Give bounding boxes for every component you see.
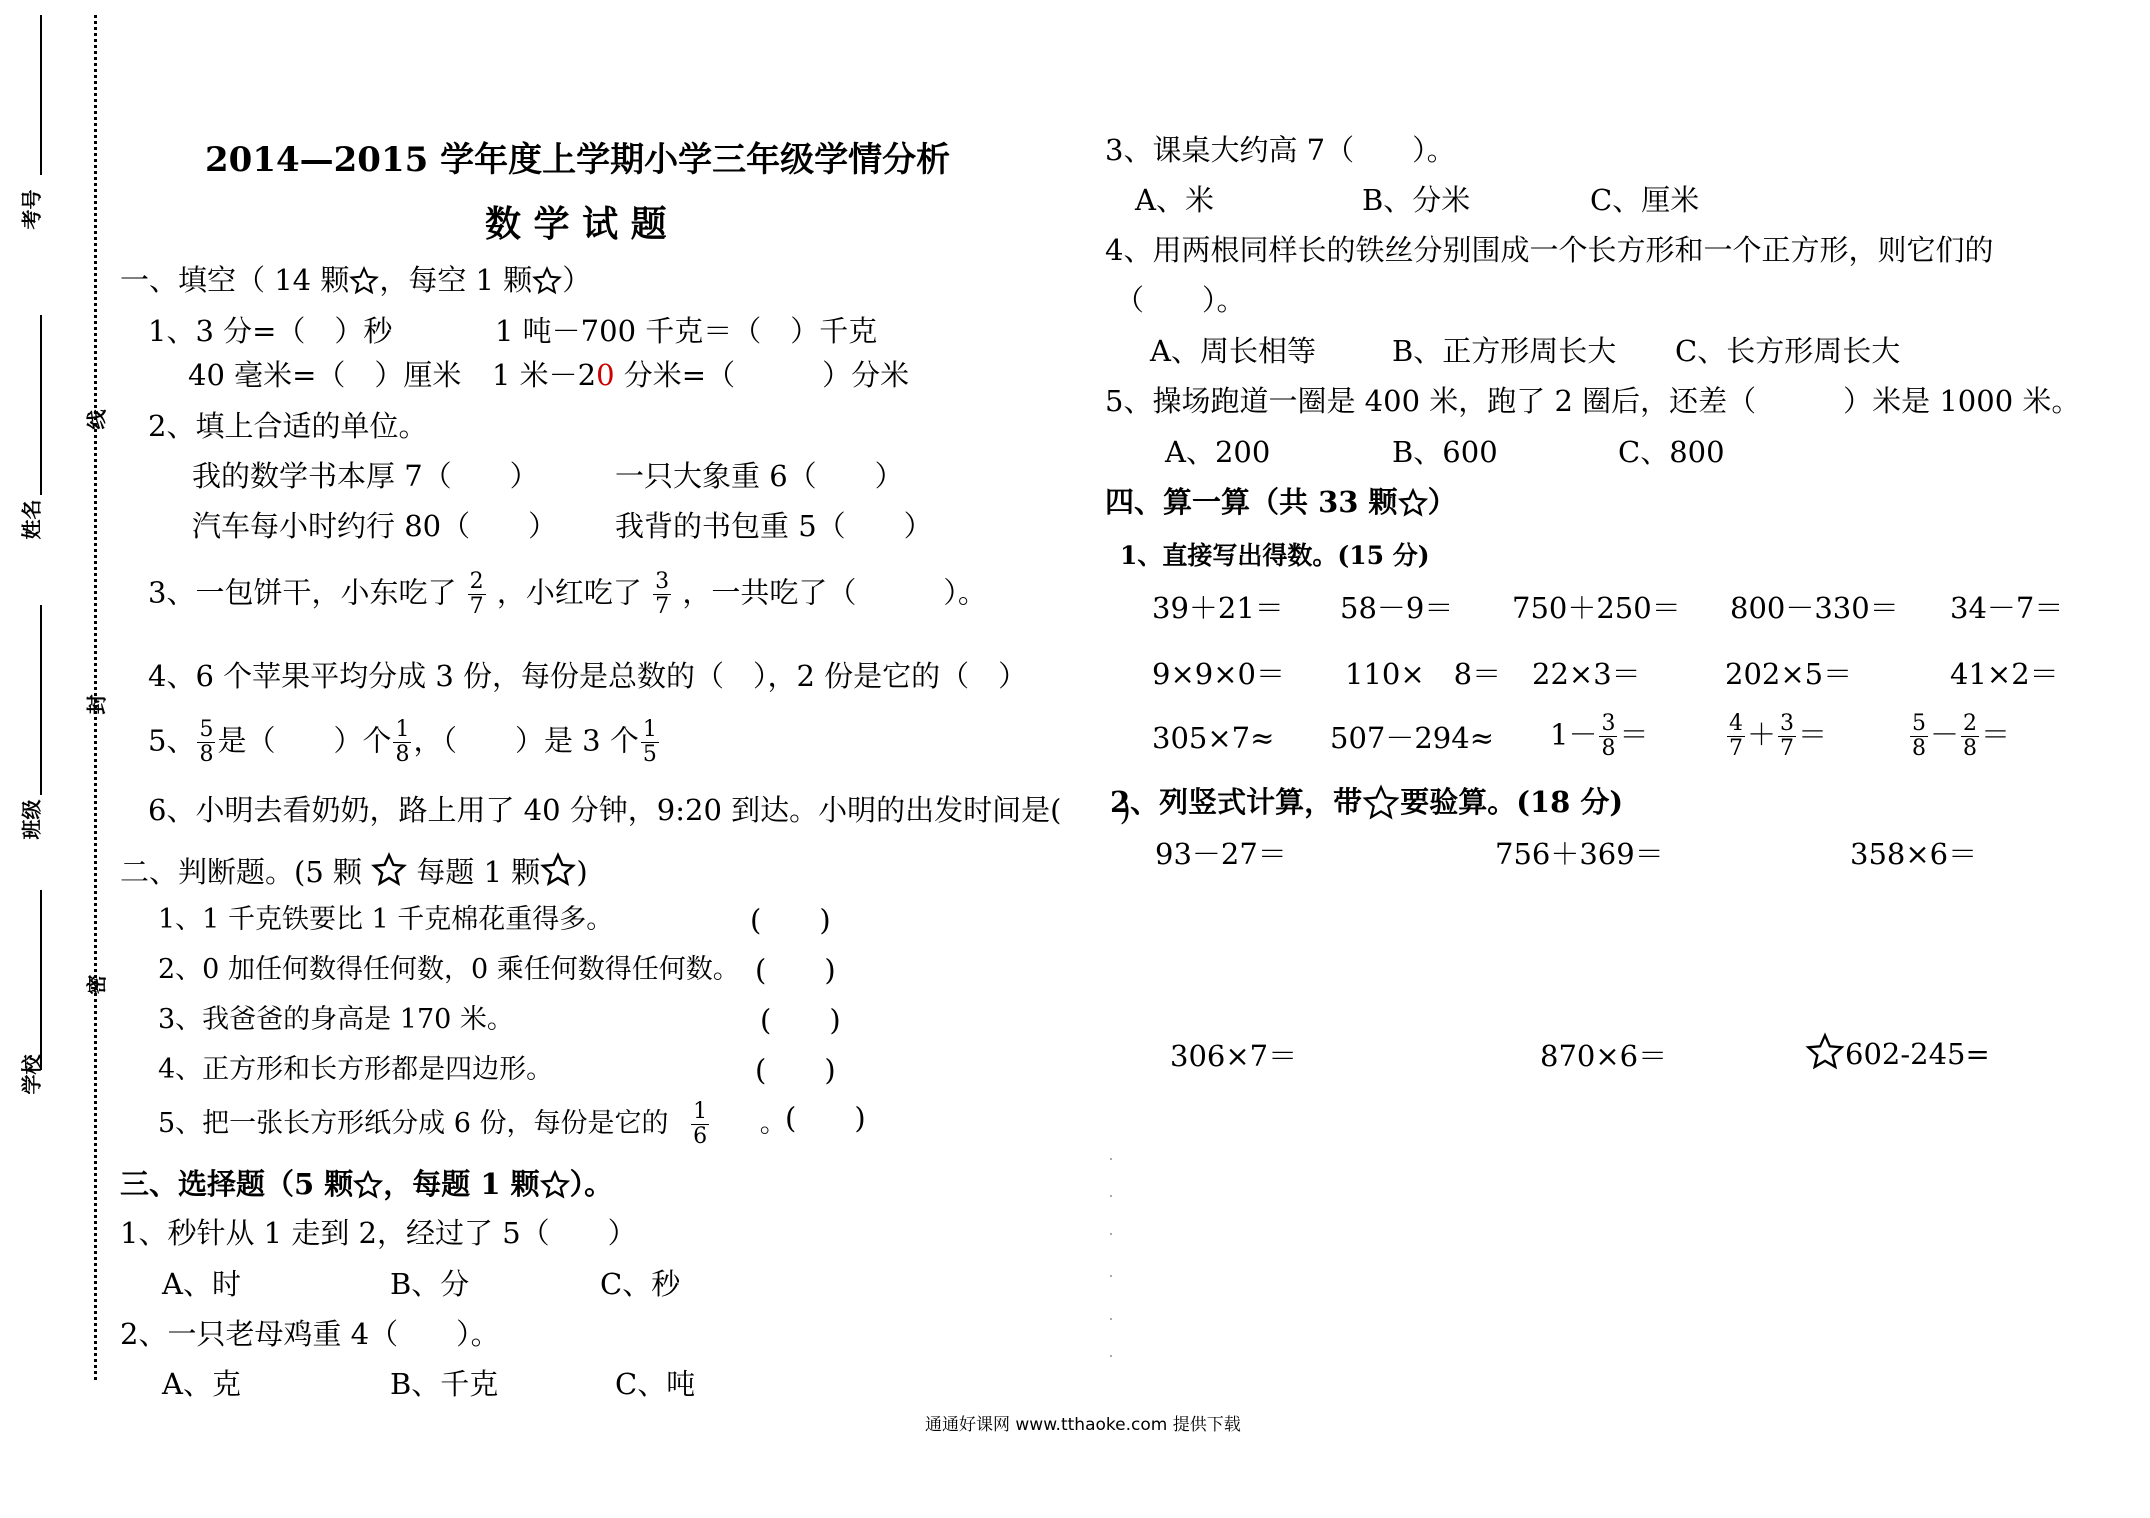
s3-q3-opt-c: C、厘米 xyxy=(1590,183,1700,217)
s3-q4-opt-b: B、正方形周长大 xyxy=(1392,334,1617,368)
fraction xyxy=(641,718,659,767)
s1-q1-d-red: 0 xyxy=(596,358,615,392)
section1-title-text-b: ，每空 1 颗 xyxy=(379,263,533,297)
s2-item-1: 1、1 千克铁要比 1 千克棉花重得多。 xyxy=(158,904,614,935)
calc-r2-3: 22×3＝ xyxy=(1532,657,1641,691)
s3-q3-opt-a: A、米 xyxy=(1135,183,1214,217)
fraction xyxy=(1910,712,1928,761)
section2-title-b: 每题 1 颗 xyxy=(416,855,541,889)
section3-title-c: ）。 xyxy=(569,1167,614,1201)
s1-q4: 4、6 个苹果平均分成 3 份，每份是总数的（ ），2 份是它的（ ） xyxy=(148,659,1028,693)
margin-dot xyxy=(1110,1195,1112,1197)
s3-q5: 5、操场跑道一圈是 400 米，跑了 2 圈后，还差（ ）米是 1000 米。 xyxy=(1105,384,2081,418)
s1-q3 xyxy=(148,570,987,619)
fraction-denominator: 8 xyxy=(1963,736,1978,761)
s1-q1-a: 1、3 分=（ ）秒 xyxy=(148,314,393,348)
s1-q1-c: 40 毫米=（ ）厘米 xyxy=(188,358,462,392)
section3-title-a: 三、选择题（5 颗 xyxy=(120,1167,354,1201)
s1-q2-a: 我的数学书本厚 7（ ） xyxy=(192,459,539,493)
s3-q4-opt-a: A、周长相等 xyxy=(1150,334,1316,368)
star-icon xyxy=(532,266,562,296)
calc-r1-3: 750＋250＝ xyxy=(1512,591,1681,625)
calc-r1-2: 58－9＝ xyxy=(1340,591,1454,625)
s3-q1-opt-b: B、分 xyxy=(390,1267,470,1301)
calc-r2-2: 110× 8＝ xyxy=(1345,657,1502,691)
s1-q2-d: 我背的书包重 5（ ） xyxy=(615,509,933,543)
fraction-denominator: 8 xyxy=(1601,736,1616,761)
section3-title xyxy=(120,1166,613,1202)
fraction xyxy=(1961,712,1979,761)
section1-title-text-c: ） xyxy=(562,263,592,297)
section4-title-b: ） xyxy=(1427,485,1457,519)
star-icon xyxy=(540,1170,570,1200)
calc-r1-5: 34－7＝ xyxy=(1950,591,2064,625)
calc-r3-5-post: ＝ xyxy=(1981,717,2011,752)
fraction xyxy=(468,570,486,619)
section2-title xyxy=(120,852,588,890)
label-exam-number: 考号 xyxy=(19,189,44,230)
calc-r1-1: 39＋21＝ xyxy=(1152,591,1284,625)
fraction-numerator: 1 xyxy=(642,717,657,742)
section2-title-c: ) xyxy=(576,855,588,889)
s1-q5 xyxy=(148,718,661,767)
fraction-denominator: 6 xyxy=(693,1124,708,1149)
star-icon xyxy=(349,266,379,296)
s2-item-4: 4、正方形和长方形都是四边形。 xyxy=(158,1054,554,1085)
fraction xyxy=(653,570,671,619)
s1-q5-b: 是（ ）个 xyxy=(217,723,392,758)
s2-item-5 xyxy=(158,1100,787,1149)
s4-part2-title xyxy=(1110,784,1623,822)
s4-part2-title-a: 2、列竖式计算，带 xyxy=(1110,785,1363,819)
s2-paren-3: ( ) xyxy=(760,1003,841,1037)
s1-q1-d-pre: 1 米－2 xyxy=(492,358,597,392)
s3-q4-b: （ ）。 xyxy=(1115,283,1246,317)
s1-q3-b: ，小红吃了 xyxy=(496,575,642,610)
calc-r3-5 xyxy=(1908,712,2010,761)
margin-dot xyxy=(1110,1158,1112,1160)
binding-line-4 xyxy=(40,890,42,1070)
star-icon xyxy=(540,852,576,888)
calc-r3-5-op: － xyxy=(1930,717,1960,752)
fraction-denominator: 5 xyxy=(642,742,657,767)
s3-q5-opt-c: C、800 xyxy=(1618,435,1725,469)
fraction-denominator: 7 xyxy=(655,594,670,619)
fraction-denominator: 8 xyxy=(1912,736,1926,761)
star-icon xyxy=(1362,784,1400,822)
calc-r3-3-post: ＝ xyxy=(1619,717,1649,752)
s2-paren-1: ( ) xyxy=(750,903,831,937)
calc-r2-5: 41×2＝ xyxy=(1950,657,2059,691)
s3-q5-opt-b: B、600 xyxy=(1392,435,1498,469)
fraction-numerator: 3 xyxy=(655,569,670,594)
star-icon xyxy=(371,852,407,888)
exam-subtitle: 数 学 试 题 xyxy=(485,203,667,245)
s1-q2-title: 2、填上合适的单位。 xyxy=(148,409,428,443)
calc-r1-4: 800－330＝ xyxy=(1730,591,1899,625)
s3-q2: 2、一只老母鸡重 4（ ）。 xyxy=(120,1317,500,1351)
seal-char-xian: 线 xyxy=(84,409,109,430)
star-icon xyxy=(1398,488,1428,518)
s1-q1-d-post: 分米=（ ）分米 xyxy=(614,358,910,392)
calc-r3-4 xyxy=(1725,712,1827,761)
s1-q1-d xyxy=(492,357,909,393)
section3-title-b: ，每题 1 颗 xyxy=(383,1167,540,1201)
s1-q5-c: ，（ ）是 3 个 xyxy=(413,723,639,758)
s3-q4-a: 4、用两根同样长的铁丝分别围成一个长方形和一个正方形，则它们的 xyxy=(1105,233,1994,267)
s1-q1-b: 1 吨－700 千克＝（ ）千克 xyxy=(495,314,878,348)
star-icon xyxy=(353,1170,383,1200)
s3-q1-opt-a: A、时 xyxy=(162,1267,241,1301)
s2-item-5-text: 5、把一张长方形纸分成 6 份，每份是它的 xyxy=(158,1108,669,1139)
section1-title-text-a: 一、填空（ 14 颗 xyxy=(120,263,350,297)
binding-line-2 xyxy=(40,315,42,495)
fraction-numerator: 1 xyxy=(395,717,410,742)
s1-q3-a: 3、一包饼干，小东吃了 xyxy=(148,575,457,610)
fraction-denominator: 7 xyxy=(1729,736,1743,761)
fraction-numerator: 5 xyxy=(199,717,214,742)
vert-calc-2: 756＋369＝ xyxy=(1495,837,1664,871)
calc-r3-3-pre: 1－ xyxy=(1550,717,1598,752)
s2-paren-5: ( ) xyxy=(785,1101,866,1135)
s2-item-2: 2、0 加任何数得任何数，0 乘任何数得任何数。 xyxy=(158,954,740,985)
fraction-numerator: 4 xyxy=(1729,711,1743,736)
fraction-denominator: 8 xyxy=(395,742,410,767)
s3-q2-opt-a: A、克 xyxy=(162,1367,241,1401)
calc-r3-1: 305×7≈ xyxy=(1152,721,1275,755)
margin-dot xyxy=(1110,1233,1112,1235)
fraction-denominator: 7 xyxy=(1780,736,1795,761)
s4-part2-title-b: 要验算。(18 分) xyxy=(1400,785,1624,819)
s3-q2-opt-c: C、吨 xyxy=(615,1367,696,1401)
vert-calc-4: 306×7＝ xyxy=(1170,1039,1298,1073)
seal-char-mi: 密 xyxy=(84,974,109,995)
s3-q3-opt-b: B、分米 xyxy=(1362,183,1471,217)
s3-q1: 1、秒针从 1 走到 2，经过了 5（ ） xyxy=(120,1216,637,1250)
s3-q2-opt-b: B、千克 xyxy=(390,1367,499,1401)
exam-title: 2014—2015 学年度上学期小学三年级学情分析 xyxy=(205,140,951,180)
fraction-numerator: 5 xyxy=(1912,711,1926,736)
margin-dot xyxy=(1110,1355,1112,1357)
s1-q2-c: 汽车每小时约行 80（ ） xyxy=(192,509,558,543)
calc-r2-4: 202×5＝ xyxy=(1725,657,1853,691)
calc-r3-2: 507－294≈ xyxy=(1330,721,1495,755)
fraction xyxy=(197,718,215,767)
section2-title-a: 二、判断题。(5 颗 xyxy=(120,855,362,889)
s1-q6: 6、小明去看奶奶，路上用了 40 分钟，9:20 到达。小明的出发时间是( ) xyxy=(148,793,1131,827)
fraction-numerator: 2 xyxy=(1963,711,1978,736)
fraction-denominator: 7 xyxy=(469,594,484,619)
fraction xyxy=(1599,712,1617,761)
s2-paren-4: ( ) xyxy=(755,1053,836,1087)
s3-q5-opt-a: A、200 xyxy=(1165,435,1271,469)
section4-title xyxy=(1105,484,1457,520)
vert-calc-6-text: 602-245= xyxy=(1845,1037,1990,1071)
s1-q3-c: ，一共吃了（ ）。 xyxy=(682,575,987,610)
s4-part1-title: 1、直接写出得数。(15 分) xyxy=(1120,541,1430,570)
fraction-numerator: 3 xyxy=(1780,711,1795,736)
calc-r3-4-op: ＋ xyxy=(1747,717,1777,752)
s3-q3: 3、课桌大约高 7（ ）。 xyxy=(1105,133,1456,167)
vert-calc-3: 358×6＝ xyxy=(1850,837,1978,871)
footer-source: 通通好课网 www.tthaoke.com 提供下载 xyxy=(925,1415,1241,1435)
binding-line-1 xyxy=(40,15,42,175)
binding-line-3 xyxy=(40,605,42,795)
s2-item-3: 3、我爸爸的身高是 170 米。 xyxy=(158,1004,514,1035)
s2-paren-2: ( ) xyxy=(755,953,836,987)
s1-q2-b: 一只大象重 6（ ） xyxy=(615,459,904,493)
label-name: 姓名 xyxy=(19,499,44,540)
fraction-numerator: 1 xyxy=(693,1099,708,1124)
star-icon xyxy=(1805,1032,1845,1072)
margin-dot xyxy=(1110,1318,1112,1320)
fraction-numerator: 3 xyxy=(1601,711,1616,736)
label-class: 班级 xyxy=(19,799,44,840)
vert-calc-5: 870×6＝ xyxy=(1540,1039,1668,1073)
fraction xyxy=(393,718,411,767)
s1-q5-a: 5、 xyxy=(148,723,196,758)
s3-q1-opt-c: C、秒 xyxy=(600,1267,681,1301)
seal-char-feng: 封 xyxy=(84,694,109,715)
fraction xyxy=(691,1100,709,1149)
vert-calc-6 xyxy=(1805,1032,1990,1072)
fraction xyxy=(1727,712,1745,761)
vert-calc-1: 93－27＝ xyxy=(1155,837,1287,871)
calc-r3-4-post: ＝ xyxy=(1798,717,1828,752)
calc-r2-1: 9×9×0＝ xyxy=(1152,657,1285,691)
margin-dot xyxy=(1110,1275,1112,1277)
fraction-denominator: 8 xyxy=(199,742,214,767)
fraction-numerator: 2 xyxy=(469,569,484,594)
s2-item-5-dot: 。 xyxy=(759,1108,787,1139)
calc-r3-3 xyxy=(1550,712,1648,761)
fraction xyxy=(1778,712,1796,761)
label-school: 学校 xyxy=(19,1054,44,1095)
s3-q4-opt-c: C、长方形周长大 xyxy=(1675,334,1901,368)
section1-title xyxy=(120,262,591,298)
section4-title-a: 四、算一算（共 33 颗 xyxy=(1105,485,1398,519)
